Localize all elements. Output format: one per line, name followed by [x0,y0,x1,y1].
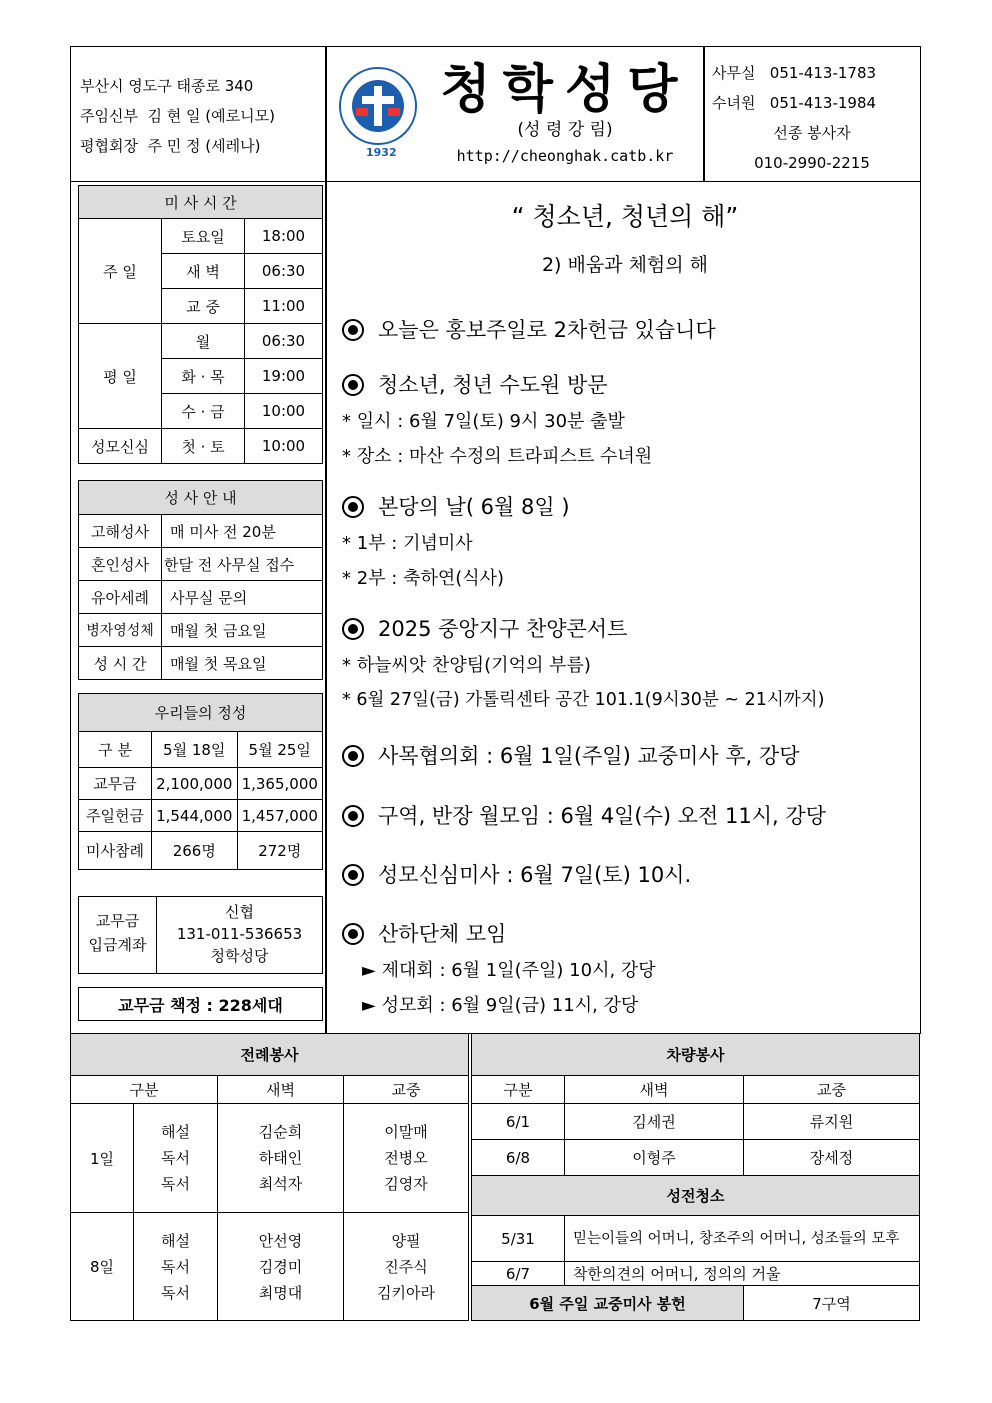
liturgy-person: 최명대 [258,1283,303,1302]
mass-time: 06:30 [245,254,323,289]
notice-title: 오늘은 홍보주일로 2차헌금 있습니다 [378,318,716,342]
liturgy-table [70,1033,469,1321]
liturgy-head: 새벽 [218,1076,344,1104]
notice-title: 사목협의회 : 6월 1일(주일) 교중미사 후, 강당 [378,744,800,768]
household-count: 교무금 책정 : 228세대 [78,987,323,1021]
notice-title: 산하단체 모임 [378,922,507,946]
liturgy-role: 독서 [161,1257,190,1276]
notice-1 [342,314,716,344]
bank-name: 신협 [225,903,254,921]
cleaning-title: 성전청소 [472,1176,920,1216]
sacrament-info: 한달 전 사무실 접수 [162,548,323,581]
sacraments-title: 성 사 안 내 [79,481,323,515]
mass-schedule-table [78,185,323,464]
sacrament-info: 매월 첫 목요일 [162,647,323,680]
vehicle-person: 이형주 [565,1140,744,1176]
offering-value: 1,365,000 [237,768,323,800]
liturgy-person: 진주식 [384,1257,428,1276]
offering-value: 1,544,000 [152,800,238,832]
notice-title: 청소년, 청년 수도원 방문 [378,373,608,397]
mass-schedule-title: 미 사 시 간 [79,186,323,219]
liturgy-person: 양필 [391,1231,421,1250]
offering-value: 272명 [237,832,323,870]
notice-item: * 일시 : 6월 7일(토) 9시 30분 출발 [342,411,625,432]
mass-day: 첫 · 토 [162,429,245,464]
notice-8 [342,918,656,1017]
offering-value: 266명 [152,832,238,870]
notice-2 [342,369,652,468]
sacrament-info: 매 미사 전 20분 [162,515,323,548]
cleaning-group: 착한의견의 어머니, 정의의 거울 [565,1262,920,1286]
convent-phone: 수녀원 051-413-1984 [712,94,877,112]
cleaning-group: 믿는이들의 어머니, 창조주의 어머니, 성조들의 모후 [565,1216,920,1262]
bullet-icon [342,374,364,396]
liturgy-person: 하태인 [258,1149,303,1167]
notice-item: ► 성모회 : 6월 9일(금) 11시, 강당 [362,995,639,1016]
sacraments-table [78,480,323,680]
office-phone: 사무실 051-413-1783 [712,64,877,82]
notice-item: * 하늘씨앗 찬양팀(기억의 부름) [342,655,591,676]
notice-item: ► 제대회 : 6월 1일(주일) 10시, 강당 [362,960,656,981]
account-label: 교무금 [95,912,140,930]
liturgy-head: 구분 [71,1076,218,1104]
mass-day: 월 [162,324,245,359]
volunteer-phone: 010-2990-2215 [754,154,870,172]
vehicle-table [471,1033,920,1321]
offering-label: 주일헌금 [79,800,152,832]
sacrament-info: 매월 첫 금요일 [162,614,323,647]
sacrament-name: 유아세례 [79,581,162,614]
notice-item: * 장소 : 마산 수정의 트라피스트 수녀원 [342,446,653,467]
offering-title: 우리들의 정성 [79,694,323,732]
header-info [80,71,275,161]
church-logo [332,56,424,164]
mass-time: 18:00 [245,219,323,254]
cleaning-date: 6/7 [472,1262,565,1286]
mass-time: 06:30 [245,324,323,359]
offering-head: 5월 25일 [237,732,323,768]
liturgy-person: 김영자 [384,1175,428,1193]
flowers-value: 7구역 [744,1286,920,1321]
liturgy-person: 이말매 [384,1123,428,1141]
sacrament-name: 혼인성사 [79,548,162,581]
cleaning-date: 5/31 [472,1216,565,1262]
middle-divider [325,181,327,1034]
bullet-icon [342,864,364,886]
liturgy-person: 안선영 [258,1231,303,1250]
liturgy-role: 독서 [161,1283,190,1302]
notice-3 [342,491,570,590]
sunday-label: 주 일 [79,219,162,324]
sacrament-name: 성 시 간 [79,647,162,680]
liturgy-head: 교중 [344,1076,469,1104]
liturgy-person: 김경미 [258,1257,303,1276]
liturgy-role: 해설 [161,1231,190,1250]
sacrament-name: 고해성사 [79,515,162,548]
notice-title: 구역, 반장 월모임 : 6월 4일(수) 오전 11시, 강당 [378,804,826,828]
notice-title: 성모신심미사 : 6월 7일(토) 10시. [378,863,692,887]
account-box [78,896,323,974]
liturgy-person: 김순희 [258,1123,303,1141]
liturgy-title: 전례봉사 [71,1034,469,1076]
notice-4 [342,613,824,711]
bullet-icon [342,618,364,640]
page-subtitle: (성 령 강 림) [517,119,613,140]
liturgy-role: 해설 [161,1123,190,1141]
vehicle-person: 류지원 [744,1104,920,1140]
header-divider-left [325,46,327,182]
liturgy-role: 독서 [161,1175,190,1193]
mass-day: 토요일 [162,219,245,254]
account-label: 입금계좌 [88,936,147,954]
mass-day: 화 · 목 [162,359,245,394]
account-number: 131-011-536653 [176,925,303,943]
liturgy-date: 1일 [71,1104,134,1213]
theme-subtitle: 2) 배움과 체험의 해 [541,253,709,276]
account-holder: 청학성당 [210,947,269,965]
bullet-icon [342,319,364,341]
sacrament-info: 사무실 문의 [162,581,323,614]
notice-7 [342,859,691,889]
vehicle-date: 6/8 [472,1140,565,1176]
bullet-icon [342,745,364,767]
liturgy-person: 전병오 [384,1149,428,1167]
bullet-icon [342,805,364,827]
liturgy-person: 최석자 [258,1175,303,1193]
mass-time: 10:00 [245,394,323,429]
mass-time: 19:00 [245,359,323,394]
mass-day: 새 벽 [162,254,245,289]
header-divider-right [703,46,705,182]
vehicle-head: 교중 [744,1076,920,1104]
vehicle-date: 6/1 [472,1104,565,1140]
vehicle-head: 구분 [472,1076,565,1104]
vehicle-person: 장세정 [744,1140,920,1176]
liturgy-role: 독서 [161,1149,190,1167]
notice-6 [342,800,826,830]
contact-info [712,58,912,178]
logo-year: 1932 [366,146,397,159]
notice-item: * 1부 : 기념미사 [342,533,473,554]
council-president: 평협회장 주 민 정 (세레나) [80,137,261,155]
page-title: 청학성당 [440,59,690,120]
notice-5 [342,740,799,770]
notice-item: * 6월 27일(금) 가톨릭센타 공간 101.1(9시30분 ~ 21시까지) [342,690,825,710]
notice-title: 본당의 날( 6월 8일 ) [378,495,570,519]
mass-day: 교 중 [162,289,245,324]
church-address: 부산시 영도구 태종로 340 [80,77,254,95]
flowers-label: 6월 주일 교중미사 봉헌 [472,1286,744,1321]
mass-day: 수 · 금 [162,394,245,429]
liturgy-person: 김키아라 [377,1283,435,1302]
offering-value: 2,100,000 [152,768,238,800]
mass-time: 10:00 [245,429,323,464]
offering-value: 1,457,000 [237,800,323,832]
liturgy-date: 8일 [71,1213,134,1321]
offering-head: 5월 18일 [152,732,238,768]
theme-title: “ 청소년, 청년의 해” [511,202,739,231]
sacrament-name: 병자영성체 [79,614,162,647]
mass-time: 11:00 [245,289,323,324]
pastor-name: 주임신부 김 현 일 (예로니모) [80,107,275,125]
bullet-icon [342,923,364,945]
vehicle-person: 김세권 [565,1104,744,1140]
offering-table [78,693,323,870]
devotion-label: 성모신심 [79,429,162,464]
weekday-label: 평 일 [79,324,162,429]
volunteer-label: 선종 봉사자 [773,124,851,142]
notice-title: 2025 중앙지구 찬양콘서트 [378,617,628,641]
vehicle-head: 새벽 [565,1076,744,1104]
offering-head: 구 분 [79,732,152,768]
offering-label: 미사참례 [79,832,152,870]
offering-label: 교무금 [79,768,152,800]
vehicle-title: 차량봉사 [472,1034,920,1076]
church-url[interactable]: http://cheonghak.catb.kr [456,147,674,165]
bullet-icon [342,496,364,518]
notice-item: * 2부 : 축하연(식사) [342,568,505,589]
